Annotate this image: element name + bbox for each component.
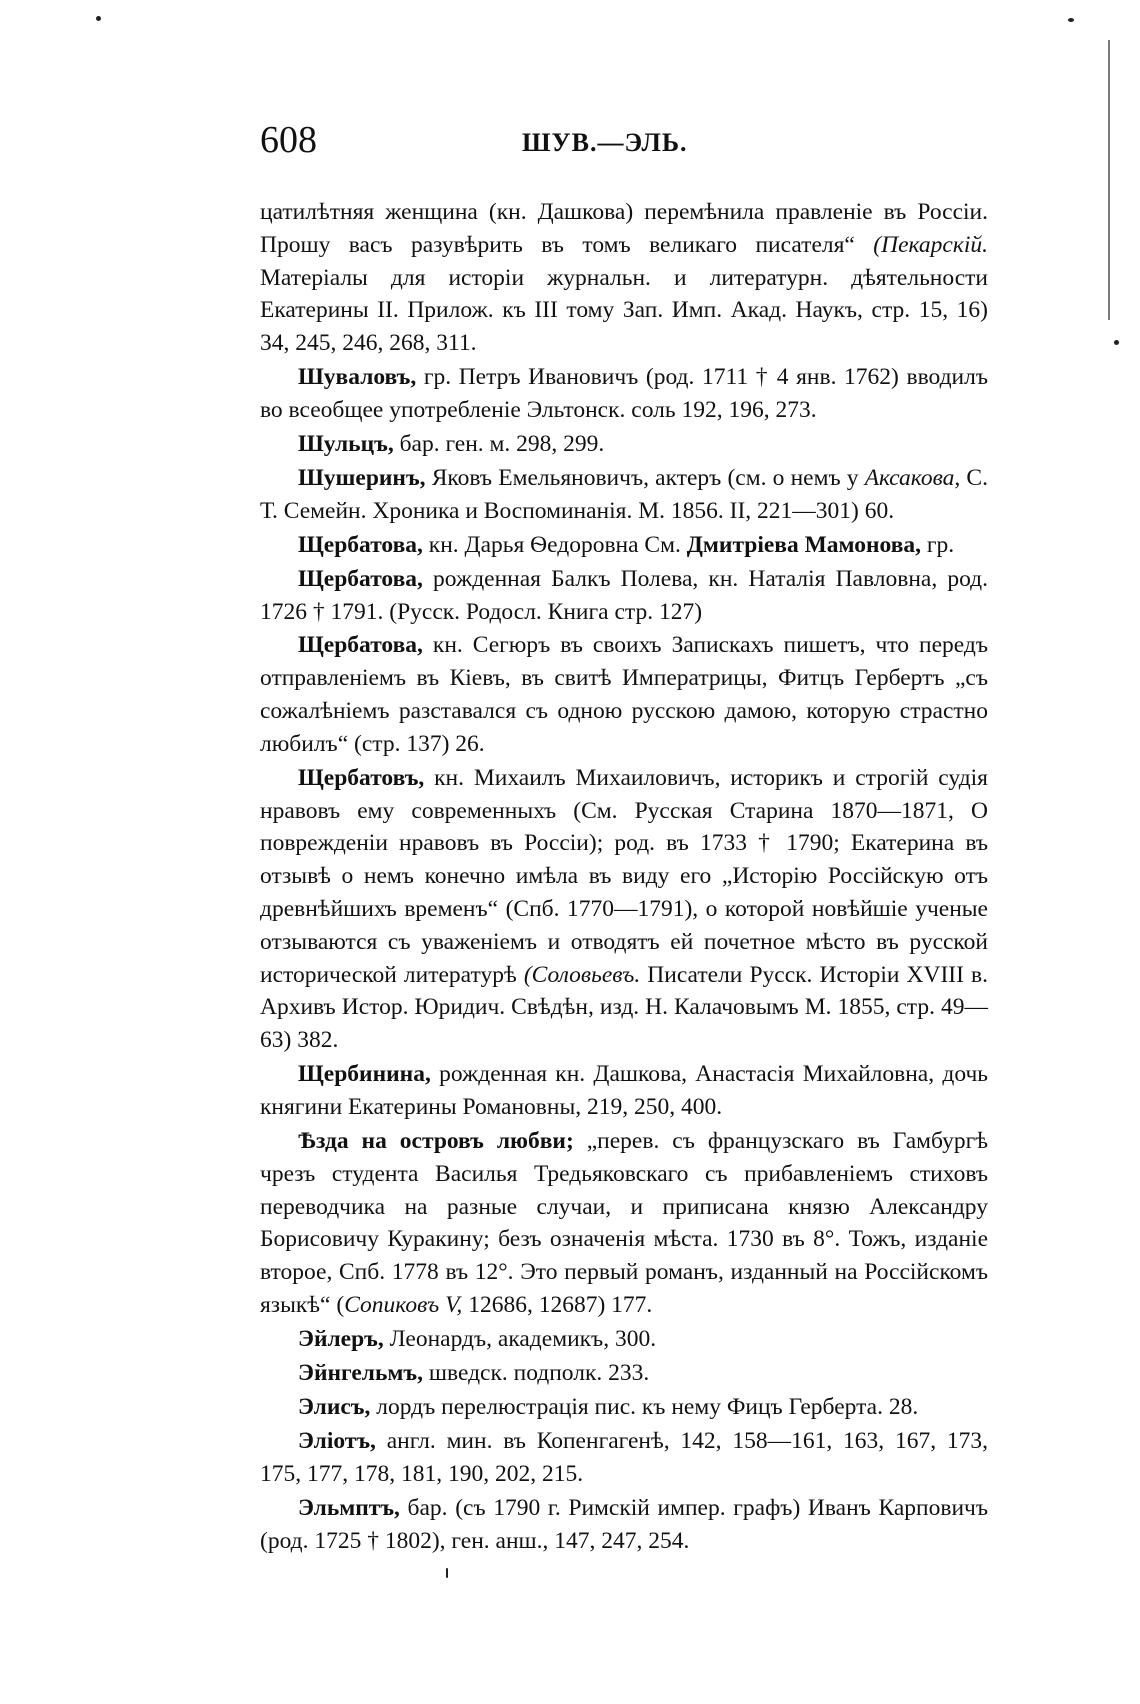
index-entry [260, 629, 988, 760]
entry-headword: Эльмптъ, [298, 1494, 400, 1521]
scan-speck [1068, 18, 1074, 22]
entry-headword: Эйлеръ, [298, 1325, 384, 1352]
entry-text: рожденная кн. Дашкова, Анастасія Михайловна, дочь княгини Екатерины Романовны, 219, 250, 400. [260, 1061, 988, 1121]
index-entry [260, 428, 988, 461]
entry-italic: (Пекарскій. [873, 231, 988, 258]
entry-headword: Шуваловъ, [298, 364, 417, 391]
scan-speck [1114, 340, 1119, 345]
page-header [260, 118, 1000, 168]
entry-text: кн. Сегюръ въ своихъ Запискахъ пишетъ, что передъ отправленіемъ въ Кіевъ, въ свитѣ Императрицы, Фитцъ Гербертъ „съ сожалѣніемъ разставался съ одною русскою дамою, которую страстно любилъ“ (стр. 137) 26. [260, 632, 988, 757]
entry-headword: Эліотъ, [298, 1427, 376, 1454]
page-edge-shadow [1108, 40, 1110, 320]
index-entry [260, 563, 988, 629]
index-entry [260, 1357, 988, 1390]
entry-text: Яковъ Емельяновичъ, актеръ (см. о немъ у [425, 464, 865, 491]
entry-text: бар. (съ 1790 г. Римскій импер. графъ) Иванъ Карповичъ (род. 1725 † 1802), ген. анш., 147, 247, 254. [260, 1494, 988, 1554]
index-entry [260, 1125, 988, 1322]
entry-headword: Шульцъ, [298, 430, 394, 457]
entry-text: шведск. подполк. 233. [423, 1359, 650, 1386]
index-entry [260, 361, 988, 427]
entry-text: кн. Дарья Ѳедоровна См. [422, 531, 687, 558]
entry-headword: Щербатова, [298, 632, 423, 659]
entry-tail: 12686, 12687) 177. [462, 1291, 653, 1318]
entry-italic: (Соловьевъ. [523, 961, 641, 988]
entry-headword: Щербатова, [298, 565, 423, 592]
entry-headword: Щербатовъ, [298, 764, 425, 791]
entry-cross-reference: Дмитріева Мамонова, [686, 531, 922, 558]
index-entry [260, 762, 988, 1057]
entry-headword: Элисъ, [298, 1393, 371, 1420]
entry-headword: Эйнгельмъ, [298, 1359, 424, 1386]
page-number: 608 [260, 119, 317, 161]
index-entry [260, 529, 988, 562]
index-entry [260, 1323, 988, 1356]
entry-headword: Щербатова, [298, 531, 423, 558]
entry-tail: Матеріалы для исторіи журнальн. и литературн. дѣятельности Екатерины II. Прилож. къ III тому Зап. Имп. Акад. Наукъ, стр. 15, 16) 34, 245, 246, 268, 311. [260, 264, 988, 357]
entry-text: цатилѣтняя женщина (кн. Дашкова) перемѣнила правленіе въ Россіи. Прошу васъ разувѣрить въ томъ великаго писателя“ [260, 199, 988, 258]
entry-headword: Ѣзда на островъ любви; [298, 1128, 574, 1154]
index-entry [260, 1058, 988, 1124]
entry-tail: С. Т. Семейн. Хроника и Воспоминанія. М. 1856. II, 221—301) 60. [260, 464, 988, 524]
entry-text: рожденная Балкъ Полева, кн. Наталія Павловна, род. 1726 † 1791. (Русск. Родосл. Книга стр. 127) [260, 565, 988, 625]
entry-text: бар. ген. м. 298, 299. [393, 430, 605, 457]
index-text [260, 196, 988, 1558]
entry-italic: Аксакова, [864, 464, 961, 491]
entry-text: англ. мин. въ Копенгагенѣ, 142, 158—161, 163, 167, 173, 175, 177, 178, 181, 190, 202, 215. [260, 1427, 988, 1487]
index-entry [260, 196, 988, 360]
index-entry [260, 462, 988, 528]
entry-text: лордъ перелюстрація пис. къ нему Фицъ Герберта. 28. [370, 1393, 919, 1420]
index-entry [260, 1391, 988, 1424]
entry-text: „перев. съ французскаго въ Гамбургѣ чрезъ студента Василья Тредьяковскаго съ прибавленіемъ стиховъ переводчика на разные случаи, и приписана князю Александру Борисовичу Куракину; безъ означенія мѣста. 1730 въ 8°. Тожъ, изданіе второе, Спб. 1778 въ 12°. Это первый романъ, изданный на Россійскомъ языкѣ“ ( [260, 1128, 988, 1318]
entry-headword: Шушеринъ, [298, 464, 426, 491]
entry-italic: Сопиковъ V, [344, 1291, 463, 1318]
entry-text: Леонардъ, академикъ, 300. [383, 1325, 657, 1352]
index-entry [260, 1425, 988, 1491]
entry-headword: Щербинина, [298, 1061, 431, 1088]
scan-speck [446, 1568, 448, 1578]
index-entry [260, 1492, 988, 1558]
entry-tail: гр. [921, 531, 955, 558]
entry-text: кн. Михаилъ Михаиловичъ, историкъ и строгій судія нравовъ ему современныхъ (См. Русская Старина 1870—1871, О поврежденіи нравовъ въ Россіи); род. въ 1733 † 1790; Екатерина въ отзывѣ о немъ конечно имѣла въ виду его „Исторію Россійскую отъ древнѣйшихъ временъ“ (Спб. 1770—1791), о которой новѣйшіе ученые отзываются съ уваженіемъ и отводятъ ей почетное мѣсто въ русской исторической литературѣ [260, 764, 988, 988]
running-head: ШУВ.—ЭЛЬ. [522, 128, 688, 157]
entry-tail: Писатели Русск. Исторіи XVIII в. Архивъ Истор. Юридич. Свѣдѣн, изд. Н. Калачовымъ М. 1855, стр. 49—63) 382. [260, 961, 989, 1054]
scan-speck [96, 16, 101, 21]
entry-text: гр. Петръ Ивановичъ (род. 1711 † 4 янв. 1762) вводилъ во всеобщее употребленіе Эльтонск. соль 192, 196, 273. [260, 364, 988, 423]
